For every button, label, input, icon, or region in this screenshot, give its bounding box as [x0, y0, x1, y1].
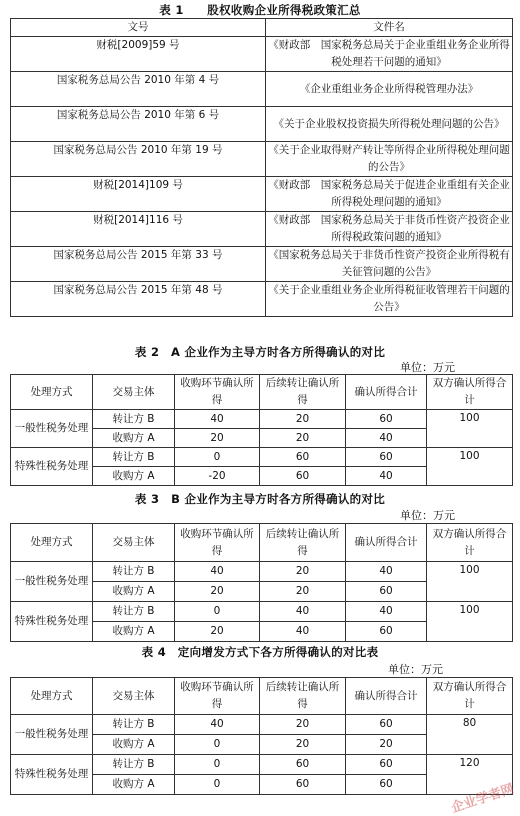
document-number-cell: 国家税务总局公告 2010 年第 6 号	[11, 107, 266, 142]
value-cell: 0	[175, 602, 260, 622]
value-cell: 20	[175, 582, 260, 602]
value-cell: 40	[260, 602, 346, 622]
table-row	[11, 72, 513, 107]
document-title-cell: 《财政部 国家税务总局关于非货币性资产投资企业所得税政策问题的通知》	[266, 212, 513, 247]
policy-table	[10, 18, 513, 317]
column-header: 处理方式	[11, 678, 93, 715]
party-cell: 收购方 A	[93, 429, 175, 448]
column-header: 双方确认所得合计	[427, 524, 513, 562]
combined-total-cell: 100	[427, 562, 513, 602]
column-header: 确认所得合计	[346, 524, 427, 562]
column-header: 文号	[11, 19, 266, 37]
column-header: 收购环节确认所得	[175, 678, 260, 715]
value-cell: 20	[260, 429, 346, 448]
value-cell: 20	[260, 735, 346, 755]
value-cell: 60	[346, 622, 427, 642]
column-header: 文件名	[266, 19, 513, 37]
table1-caption: 表 1 股权收购企业所得税政策汇总	[159, 3, 361, 17]
value-cell: 60	[346, 582, 427, 602]
document-number-cell: 国家税务总局公告 2010 年第 4 号	[11, 72, 266, 107]
value-cell: 60	[346, 410, 427, 429]
value-cell: 60	[260, 467, 346, 486]
document-title-cell: 《企业重组业务企业所得税管理办法》	[266, 72, 513, 107]
document-number-cell: 国家税务总局公告 2015 年第 33 号	[11, 247, 266, 282]
treatment-method-cell: 特殊性税务处理	[11, 448, 93, 486]
table-row	[11, 142, 513, 177]
value-cell: 20	[260, 715, 346, 735]
party-cell: 收购方 A	[93, 467, 175, 486]
value-cell: 40	[175, 410, 260, 429]
column-header: 交易主体	[93, 678, 175, 715]
comparison-table-a	[10, 374, 513, 486]
value-cell: 0	[175, 775, 260, 795]
table-header-row	[11, 678, 513, 715]
document-number-cell: 国家税务总局公告 2015 年第 48 号	[11, 282, 266, 317]
column-header: 处理方式	[11, 375, 93, 410]
value-cell: 40	[175, 715, 260, 735]
table-row	[11, 448, 513, 467]
comparison-table-private-placement	[10, 677, 513, 795]
table-row	[11, 247, 513, 282]
table-header-row	[11, 375, 513, 410]
value-cell: 40	[346, 562, 427, 582]
column-header: 交易主体	[93, 375, 175, 410]
party-cell: 转让方 B	[93, 410, 175, 429]
table2-caption: 表 2 A 企业作为主导方时各方所得确认的对比	[134, 345, 386, 359]
column-header: 后续转让确认所得	[260, 524, 346, 562]
combined-total-cell: 100	[427, 410, 513, 448]
treatment-method-cell: 一般性税务处理	[11, 562, 93, 602]
document-title-cell: 《财政部 国家税务总局关于企业重组业务企业所得税处理若干问题的通知》	[266, 37, 513, 72]
table-row	[11, 282, 513, 317]
column-header: 后续转让确认所得	[260, 678, 346, 715]
table4-caption: 表 4 定向增发方式下各方所得确认的对比表	[141, 645, 379, 659]
treatment-method-cell: 一般性税务处理	[11, 410, 93, 448]
combined-total-cell: 120	[427, 755, 513, 795]
column-header: 收购环节确认所得	[175, 375, 260, 410]
party-cell: 转让方 B	[93, 755, 175, 775]
table3-unit: 单位：万元	[400, 509, 455, 522]
value-cell: 40	[346, 602, 427, 622]
table-row	[11, 715, 513, 735]
document-number-cell: 国家税务总局公告 2010 年第 19 号	[11, 142, 266, 177]
value-cell: 20	[260, 410, 346, 429]
document-title-cell: 《国家税务总局关于非货币性资产投资企业所得税有关征管问题的公告》	[266, 247, 513, 282]
party-cell: 转让方 B	[93, 602, 175, 622]
table-row	[11, 37, 513, 72]
combined-total-cell: 100	[427, 448, 513, 486]
document-title-cell: 《关于企业重组业务企业所得税征收管理若干问题的公告》	[266, 282, 513, 317]
party-cell: 转让方 B	[93, 562, 175, 582]
treatment-method-cell: 一般性税务处理	[11, 715, 93, 755]
table-row	[11, 755, 513, 775]
column-header: 双方确认所得合计	[427, 375, 513, 410]
table-row	[11, 212, 513, 247]
column-header: 交易主体	[93, 524, 175, 562]
table-row	[11, 410, 513, 429]
value-cell: 20	[260, 562, 346, 582]
party-cell: 收购方 A	[93, 582, 175, 602]
value-cell: 0	[175, 448, 260, 467]
value-cell: 60	[346, 448, 427, 467]
value-cell: -20	[175, 467, 260, 486]
value-cell: 40	[260, 622, 346, 642]
column-header: 确认所得合计	[346, 375, 427, 410]
value-cell: 60	[346, 715, 427, 735]
table-header-row	[11, 19, 513, 37]
value-cell: 60	[260, 755, 346, 775]
value-cell: 20	[346, 735, 427, 755]
value-cell: 60	[260, 775, 346, 795]
treatment-method-cell: 特殊性税务处理	[11, 755, 93, 795]
column-header: 双方确认所得合计	[427, 678, 513, 715]
value-cell: 0	[175, 755, 260, 775]
table4-unit: 单位：万元	[388, 663, 443, 676]
column-header: 后续转让确认所得	[260, 375, 346, 410]
value-cell: 20	[260, 582, 346, 602]
party-cell: 收购方 A	[93, 775, 175, 795]
value-cell: 40	[175, 562, 260, 582]
combined-total-cell: 80	[427, 715, 513, 755]
value-cell: 0	[175, 735, 260, 755]
treatment-method-cell: 特殊性税务处理	[11, 602, 93, 642]
table-row	[11, 562, 513, 582]
table-row	[11, 602, 513, 622]
table-header-row	[11, 524, 513, 562]
value-cell: 60	[346, 755, 427, 775]
table3-caption: 表 3 B 企业作为主导方时各方所得确认的对比	[134, 492, 386, 506]
site-watermark: 企业学者网	[449, 781, 516, 816]
party-cell: 收购方 A	[93, 735, 175, 755]
value-cell: 20	[175, 429, 260, 448]
value-cell: 60	[260, 448, 346, 467]
document-title-cell: 《关于企业股权投资损失所得税处理问题的公告》	[266, 107, 513, 142]
table-row	[11, 177, 513, 212]
value-cell: 40	[346, 467, 427, 486]
table-row	[11, 107, 513, 142]
column-header: 处理方式	[11, 524, 93, 562]
column-header: 确认所得合计	[346, 678, 427, 715]
document-number-cell: 财税[2014]116 号	[11, 212, 266, 247]
document-number-cell: 财税[2009]59 号	[11, 37, 266, 72]
value-cell: 40	[346, 429, 427, 448]
column-header: 收购环节确认所得	[175, 524, 260, 562]
document-title-cell: 《财政部 国家税务总局关于促进企业重组有关企业所得税处理问题的通知》	[266, 177, 513, 212]
value-cell: 20	[175, 622, 260, 642]
party-cell: 转让方 B	[93, 448, 175, 467]
value-cell: 60	[346, 775, 427, 795]
party-cell: 转让方 B	[93, 715, 175, 735]
party-cell: 收购方 A	[93, 622, 175, 642]
document-number-cell: 财税[2014]109 号	[11, 177, 266, 212]
combined-total-cell: 100	[427, 602, 513, 642]
document-title-cell: 《关于企业取得财产转让等所得企业所得税处理问题的公告》	[266, 142, 513, 177]
comparison-table-b	[10, 523, 513, 642]
table2-unit: 单位：万元	[400, 361, 455, 374]
